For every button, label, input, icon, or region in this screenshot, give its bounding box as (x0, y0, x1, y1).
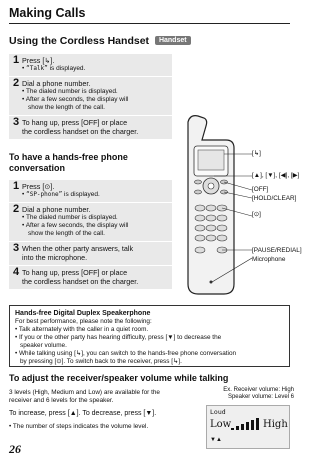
hf-step-3 (9, 242, 172, 266)
handsfree-heading: To have a hands-free phone conversation (9, 152, 128, 173)
step-text-cont: the cordless handset on the charger. (22, 277, 139, 286)
volume-heading: To adjust the receiver/speaker volume while talking (9, 373, 229, 383)
volume-paragraph-line: receiver and 6 levels for the speaker. (9, 397, 114, 404)
hf-step-1 (9, 180, 172, 203)
volume-instructions: To increase, press [▲]. To decrease, press [▼]. (9, 410, 157, 417)
speakerphone-tip-box (9, 305, 290, 367)
step-1 (9, 54, 172, 77)
tip-bullet-cont: by pressing [⊙]. To switch back to the receiver, press [↳]. (20, 358, 182, 365)
step-bullet: • The dialed number is displayed. (22, 88, 118, 95)
tip-bullet: • While talking using [↳], you can switch to the hands-free phone conversation (15, 350, 237, 357)
step-2 (9, 77, 172, 116)
callout-navigator-keys: [▲], [▼], [◀], [▶] (252, 172, 300, 179)
step-bullet: • After a few seconds, the display will (22, 96, 129, 103)
step-number: 2 (13, 77, 20, 89)
step-number: 1 (13, 54, 20, 66)
step-text-cont: into the microphone. (22, 253, 88, 262)
hf-step-4 (9, 266, 172, 289)
tip-bullet: • Talk alternately with the caller in a quiet room. (15, 326, 149, 333)
volume-level-bars-icon (231, 416, 261, 432)
display-high-label: High (263, 419, 288, 430)
volume-example-caption: Ex. Receiver volume: High Speaker volume: Level 6 (223, 387, 294, 400)
tip-title: Hands-free Digital Duplex Speakerphone (15, 310, 151, 317)
step-number: 1 (13, 180, 20, 192)
steps-box-main (9, 54, 172, 139)
step-number: 4 (13, 266, 20, 278)
section-heading (9, 35, 191, 47)
step-3 (9, 116, 172, 139)
step-number: 3 (13, 116, 20, 128)
volume-display-example (206, 405, 290, 449)
section-title: Using the Cordless Handset (9, 35, 150, 47)
step-bullet: • After a few seconds, the display will (22, 222, 129, 229)
callout-talk-key: [↳] (252, 150, 261, 157)
step-bullet-cont: show the length of the call. (28, 104, 105, 111)
hf-step-2 (9, 203, 172, 242)
handset-badge: Handset (155, 36, 191, 45)
volume-note: • The number of steps indicates the volume level. (9, 423, 149, 430)
display-loud-label: Loud (210, 408, 226, 416)
step-bullet: • “SP-phone” is displayed. (22, 191, 100, 198)
callout-speakerphone-key: [⊙] (252, 211, 261, 218)
step-text: When the other party answers, talk (22, 244, 134, 253)
callout-off-key: [OFF] (252, 186, 269, 193)
step-bullet: • The dialed number is displayed. (22, 214, 118, 221)
step-text: Press [⊙]. (22, 182, 55, 191)
title-rule (9, 23, 290, 24)
steps-box-handsfree (9, 180, 172, 289)
tip-bullet-cont: speaker volume. (20, 342, 67, 349)
tip-bullet: • If you or the other party has hearing difficulty, press [▼] to decrease the (15, 334, 222, 341)
callout-microphone: Microphone (252, 256, 286, 263)
display-low-label: Low (210, 419, 232, 430)
step-bullet-cont: show the length of the call. (28, 230, 105, 237)
callout-hold-clear-key: [HOLD/CLEAR] (252, 195, 297, 202)
handset-illustration (168, 112, 252, 300)
volume-paragraph-line: 3 levels (High, Medium and Low) are available for the (9, 389, 160, 396)
step-text: To hang up, press [OFF] or place (22, 268, 128, 277)
callout-pause-redial-key: [PAUSE/REDIAL] (252, 247, 302, 254)
page-title: Making Calls (9, 6, 86, 20)
step-number: 2 (13, 203, 20, 215)
step-text: Dial a phone number. (22, 205, 91, 214)
step-text-cont: the cordless handset on the charger. (22, 127, 139, 136)
tip-intro: For best performance, please note the following: (15, 318, 152, 325)
page-number: 26 (9, 442, 21, 456)
step-bullet: • “Talk” is displayed. (22, 65, 86, 72)
display-arrows-icon: ▼▲ (210, 437, 222, 443)
step-text: Press [↳]. (22, 56, 55, 65)
step-text: To hang up, press [OFF] or place (22, 118, 128, 127)
step-text: Dial a phone number. (22, 79, 91, 88)
step-number: 3 (13, 242, 20, 254)
